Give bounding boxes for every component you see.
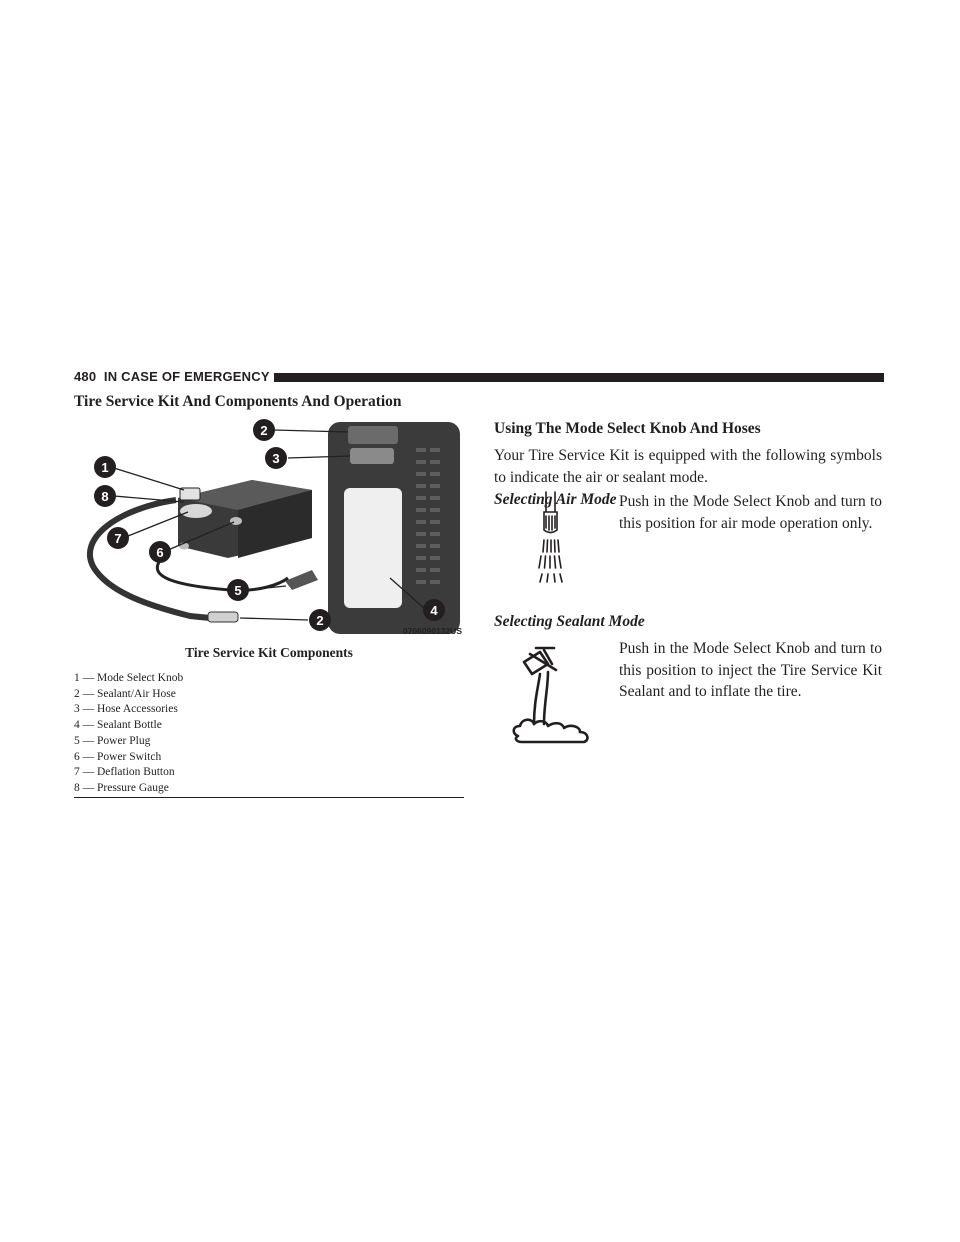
intro-paragraph: Your Tire Service Kit is equipped with the following symbols to indicate the air or sealant mode. xyxy=(494,447,882,486)
page-number: 480 xyxy=(74,369,97,384)
legend-item: 1 — Mode Select Knob xyxy=(74,672,184,684)
callout-6 xyxy=(149,541,171,563)
legend-item: 3 — Hose Accessories xyxy=(74,703,178,716)
callout-4 xyxy=(423,599,445,621)
legend-item: 4 — Sealant Bottle xyxy=(74,719,162,732)
svg-text:6: 6 xyxy=(156,545,164,560)
svg-text:8: 8 xyxy=(101,489,109,504)
svg-text:2: 2 xyxy=(316,613,324,628)
legend-divider xyxy=(74,797,464,798)
legend-item: 6 — Power Switch xyxy=(74,750,162,763)
header-bar xyxy=(274,373,884,382)
svg-text:3: 3 xyxy=(272,451,280,466)
air-mode-heading: Selecting Air Mode xyxy=(494,491,617,508)
figure-legend xyxy=(74,671,183,797)
svg-text:4: 4 xyxy=(430,603,438,618)
sealant-mode-icon xyxy=(510,644,594,748)
figure-caption: Tire Service Kit Components xyxy=(185,645,353,660)
svg-text:1: 1 xyxy=(101,460,109,475)
sealant-mode-text: Push in the Mode Select Knob and turn to this position to inject the Tire Service Kit Sealant and to inflate the tire. xyxy=(619,640,882,700)
air-mode-text: Push in the Mode Select Knob and turn to this position for air mode operation only. xyxy=(619,493,882,532)
section-title: IN CASE OF EMERGENCY xyxy=(103,369,270,384)
svg-text:7: 7 xyxy=(114,531,122,546)
callout-7 xyxy=(107,527,129,549)
legend-item: 8 — Pressure Gauge xyxy=(74,781,169,794)
figure-code: 0706090132US xyxy=(402,626,462,636)
legend-item: 5 — Power Plug xyxy=(74,734,151,747)
right-section-heading: Using The Mode Select Knob And Hoses xyxy=(494,420,761,437)
sealant-mode-heading: Selecting Sealant Mode xyxy=(494,613,645,630)
page-number-section xyxy=(74,370,270,384)
callout-8 xyxy=(94,485,116,507)
legend-item: 7 — Deflation Button xyxy=(74,766,175,779)
tire-service-kit-photo xyxy=(80,418,464,640)
legend-item: 2 — Sealant/Air Hose xyxy=(74,687,176,700)
callout-2-bottom xyxy=(309,609,331,631)
svg-text:5: 5 xyxy=(234,583,242,598)
callout-1 xyxy=(94,456,116,478)
callout-5 xyxy=(227,579,249,601)
air-mode-icon xyxy=(528,490,576,594)
left-section-heading: Tire Service Kit And Components And Operation xyxy=(74,393,402,410)
svg-text:2: 2 xyxy=(260,423,268,438)
callout-2-top xyxy=(253,419,275,441)
page-header xyxy=(74,370,884,384)
callout-3 xyxy=(265,447,287,469)
